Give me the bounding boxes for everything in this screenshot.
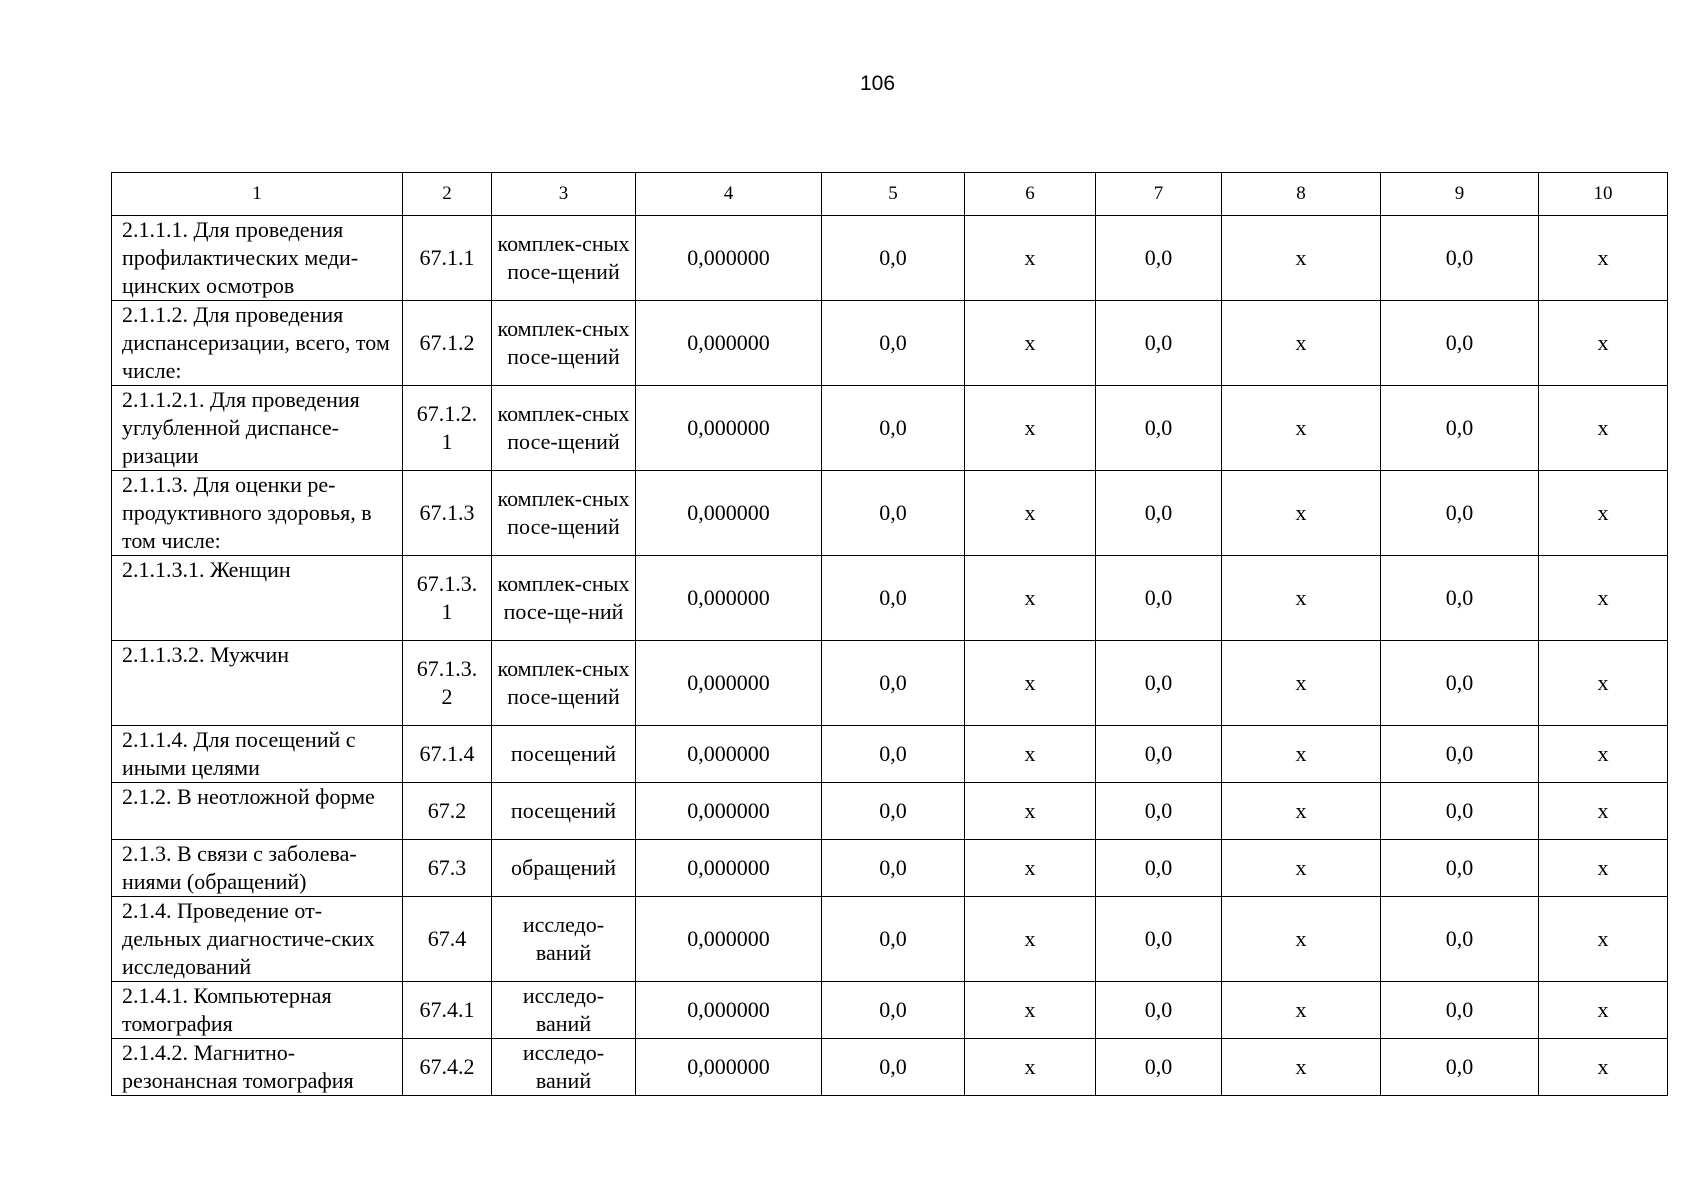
col10-cell: х bbox=[1539, 556, 1668, 641]
col10-cell: х bbox=[1539, 386, 1668, 471]
col8-cell: х bbox=[1222, 982, 1381, 1039]
row-code-cell: 67.1.1 bbox=[403, 216, 492, 301]
col7-cell: 0,0 bbox=[1096, 783, 1222, 840]
column-header: 1 bbox=[112, 173, 403, 216]
col8-cell: х bbox=[1222, 556, 1381, 641]
col10-cell: х bbox=[1539, 982, 1668, 1039]
col4-cell: 0,000000 bbox=[636, 840, 822, 897]
table-body bbox=[112, 216, 1668, 1096]
col5-cell: 0,0 bbox=[822, 1039, 965, 1096]
col5-cell: 0,0 bbox=[822, 301, 965, 386]
col9-cell: 0,0 bbox=[1381, 471, 1539, 556]
table-row bbox=[112, 840, 1668, 897]
col4-cell: 0,000000 bbox=[636, 1039, 822, 1096]
row-unit-cell: комплек-сных посе-щений bbox=[492, 471, 636, 556]
col4-cell: 0,000000 bbox=[636, 556, 822, 641]
col9-cell: 0,0 bbox=[1381, 301, 1539, 386]
table-row bbox=[112, 386, 1668, 471]
table-row bbox=[112, 897, 1668, 982]
table-row bbox=[112, 301, 1668, 386]
col8-cell: х bbox=[1222, 783, 1381, 840]
col10-cell: х bbox=[1539, 301, 1668, 386]
col9-cell: 0,0 bbox=[1381, 1039, 1539, 1096]
row-name-cell: 2.1.3. В связи с заболева-ниями (обращений) bbox=[112, 840, 403, 897]
col6-cell: х bbox=[965, 840, 1096, 897]
col7-cell: 0,0 bbox=[1096, 726, 1222, 783]
col7-cell: 0,0 bbox=[1096, 840, 1222, 897]
column-header: 6 bbox=[965, 173, 1096, 216]
col7-cell: 0,0 bbox=[1096, 386, 1222, 471]
col6-cell: х bbox=[965, 216, 1096, 301]
row-name-cell: 2.1.1.4. Для посещений с иными целями bbox=[112, 726, 403, 783]
row-name-cell: 2.1.1.3. Для оценки ре-продуктивного здоровья, в том числе: bbox=[112, 471, 403, 556]
col9-cell: 0,0 bbox=[1381, 641, 1539, 726]
row-unit-cell: комплек-сных посе-ще-ний bbox=[492, 556, 636, 641]
page-number: 106 bbox=[859, 72, 896, 95]
col4-cell: 0,000000 bbox=[636, 386, 822, 471]
row-unit-cell: комплек-сных посе-щений bbox=[492, 216, 636, 301]
col9-cell: 0,0 bbox=[1381, 556, 1539, 641]
row-code-cell: 67.1.4 bbox=[403, 726, 492, 783]
row-code-cell: 67.2 bbox=[403, 783, 492, 840]
col5-cell: 0,0 bbox=[822, 897, 965, 982]
col7-cell: 0,0 bbox=[1096, 301, 1222, 386]
row-unit-cell: исследо-ваний bbox=[492, 897, 636, 982]
row-code-cell: 67.1.3 bbox=[403, 471, 492, 556]
col5-cell: 0,0 bbox=[822, 840, 965, 897]
col6-cell: х bbox=[965, 783, 1096, 840]
col7-cell: 0,0 bbox=[1096, 641, 1222, 726]
row-code-cell: 67.4.2 bbox=[403, 1039, 492, 1096]
data-table bbox=[111, 172, 1668, 1096]
col8-cell: х bbox=[1222, 471, 1381, 556]
col10-cell: х bbox=[1539, 840, 1668, 897]
col8-cell: х bbox=[1222, 216, 1381, 301]
col6-cell: х bbox=[965, 982, 1096, 1039]
table-row bbox=[112, 471, 1668, 556]
row-name-cell: 2.1.4. Проведение от-дельных диагностиче-ских исследований bbox=[112, 897, 403, 982]
col6-cell: х bbox=[965, 641, 1096, 726]
col5-cell: 0,0 bbox=[822, 726, 965, 783]
col9-cell: 0,0 bbox=[1381, 726, 1539, 783]
row-unit-cell: исследо-ваний bbox=[492, 982, 636, 1039]
col4-cell: 0,000000 bbox=[636, 982, 822, 1039]
col9-cell: 0,0 bbox=[1381, 386, 1539, 471]
col9-cell: 0,0 bbox=[1381, 982, 1539, 1039]
column-header: 8 bbox=[1222, 173, 1381, 216]
col8-cell: х bbox=[1222, 301, 1381, 386]
column-header: 9 bbox=[1381, 173, 1539, 216]
col7-cell: 0,0 bbox=[1096, 1039, 1222, 1096]
row-code-cell: 67.1.2 bbox=[403, 301, 492, 386]
col4-cell: 0,000000 bbox=[636, 471, 822, 556]
col5-cell: 0,0 bbox=[822, 783, 965, 840]
col6-cell: х bbox=[965, 556, 1096, 641]
col8-cell: х bbox=[1222, 1039, 1381, 1096]
column-header: 2 bbox=[403, 173, 492, 216]
col10-cell: х bbox=[1539, 641, 1668, 726]
col5-cell: 0,0 bbox=[822, 471, 965, 556]
column-header: 4 bbox=[636, 173, 822, 216]
row-name-cell: 2.1.1.3.1. Женщин bbox=[112, 556, 403, 641]
col7-cell: 0,0 bbox=[1096, 556, 1222, 641]
col8-cell: х bbox=[1222, 726, 1381, 783]
row-unit-cell: комплек-сных посе-щений bbox=[492, 386, 636, 471]
row-name-cell: 2.1.1.2.1. Для проведения углубленной диспансе-ризации bbox=[112, 386, 403, 471]
table-row bbox=[112, 1039, 1668, 1096]
col5-cell: 0,0 bbox=[822, 556, 965, 641]
col10-cell: х bbox=[1539, 216, 1668, 301]
header-row bbox=[112, 173, 1668, 216]
col6-cell: х bbox=[965, 897, 1096, 982]
col4-cell: 0,000000 bbox=[636, 301, 822, 386]
table-row bbox=[112, 982, 1668, 1039]
row-unit-cell: посещений bbox=[492, 783, 636, 840]
column-header: 5 bbox=[822, 173, 965, 216]
col5-cell: 0,0 bbox=[822, 386, 965, 471]
col9-cell: 0,0 bbox=[1381, 897, 1539, 982]
col7-cell: 0,0 bbox=[1096, 471, 1222, 556]
row-code-cell: 67.4.1 bbox=[403, 982, 492, 1039]
col6-cell: х bbox=[965, 386, 1096, 471]
column-header: 7 bbox=[1096, 173, 1222, 216]
col8-cell: х bbox=[1222, 641, 1381, 726]
col5-cell: 0,0 bbox=[822, 982, 965, 1039]
col4-cell: 0,000000 bbox=[636, 897, 822, 982]
col4-cell: 0,000000 bbox=[636, 783, 822, 840]
col5-cell: 0,0 bbox=[822, 216, 965, 301]
table-row bbox=[112, 726, 1668, 783]
row-unit-cell: комплек-сных посе-щений bbox=[492, 301, 636, 386]
col10-cell: х bbox=[1539, 471, 1668, 556]
col7-cell: 0,0 bbox=[1096, 216, 1222, 301]
col10-cell: х bbox=[1539, 1039, 1668, 1096]
col10-cell: х bbox=[1539, 726, 1668, 783]
row-unit-cell: обращений bbox=[492, 840, 636, 897]
table-row bbox=[112, 783, 1668, 840]
row-name-cell: 2.1.1.3.2. Мужчин bbox=[112, 641, 403, 726]
row-unit-cell: комплек-сных посе-щений bbox=[492, 641, 636, 726]
col8-cell: х bbox=[1222, 386, 1381, 471]
row-name-cell: 2.1.4.2. Магнитно-резонансная томография bbox=[112, 1039, 403, 1096]
row-name-cell: 2.1.1.1. Для проведения профилактических меди-цинских осмотров bbox=[112, 216, 403, 301]
col5-cell: 0,0 bbox=[822, 641, 965, 726]
col6-cell: х bbox=[965, 1039, 1096, 1096]
row-code-cell: 67.1.2. 1 bbox=[403, 386, 492, 471]
col4-cell: 0,000000 bbox=[636, 641, 822, 726]
col6-cell: х bbox=[965, 301, 1096, 386]
row-name-cell: 2.1.4.1. Компьютерная томография bbox=[112, 982, 403, 1039]
row-code-cell: 67.3 bbox=[403, 840, 492, 897]
table-row bbox=[112, 216, 1668, 301]
row-code-cell: 67.1.3. 2 bbox=[403, 641, 492, 726]
col6-cell: х bbox=[965, 726, 1096, 783]
col4-cell: 0,000000 bbox=[636, 216, 822, 301]
col7-cell: 0,0 bbox=[1096, 897, 1222, 982]
column-header: 10 bbox=[1539, 173, 1668, 216]
table-row bbox=[112, 556, 1668, 641]
row-code-cell: 67.4 bbox=[403, 897, 492, 982]
row-unit-cell: посещений bbox=[492, 726, 636, 783]
row-name-cell: 2.1.1.2. Для проведения диспансеризации, всего, том числе: bbox=[112, 301, 403, 386]
table-row bbox=[112, 641, 1668, 726]
column-header: 3 bbox=[492, 173, 636, 216]
row-unit-cell: исследо-ваний bbox=[492, 1039, 636, 1096]
col9-cell: 0,0 bbox=[1381, 840, 1539, 897]
col6-cell: х bbox=[965, 471, 1096, 556]
row-code-cell: 67.1.3. 1 bbox=[403, 556, 492, 641]
col9-cell: 0,0 bbox=[1381, 216, 1539, 301]
col8-cell: х bbox=[1222, 897, 1381, 982]
col4-cell: 0,000000 bbox=[636, 726, 822, 783]
col10-cell: х bbox=[1539, 897, 1668, 982]
row-name-cell: 2.1.2. В неотложной форме bbox=[112, 783, 403, 840]
col7-cell: 0,0 bbox=[1096, 982, 1222, 1039]
col10-cell: х bbox=[1539, 783, 1668, 840]
col9-cell: 0,0 bbox=[1381, 783, 1539, 840]
col8-cell: х bbox=[1222, 840, 1381, 897]
